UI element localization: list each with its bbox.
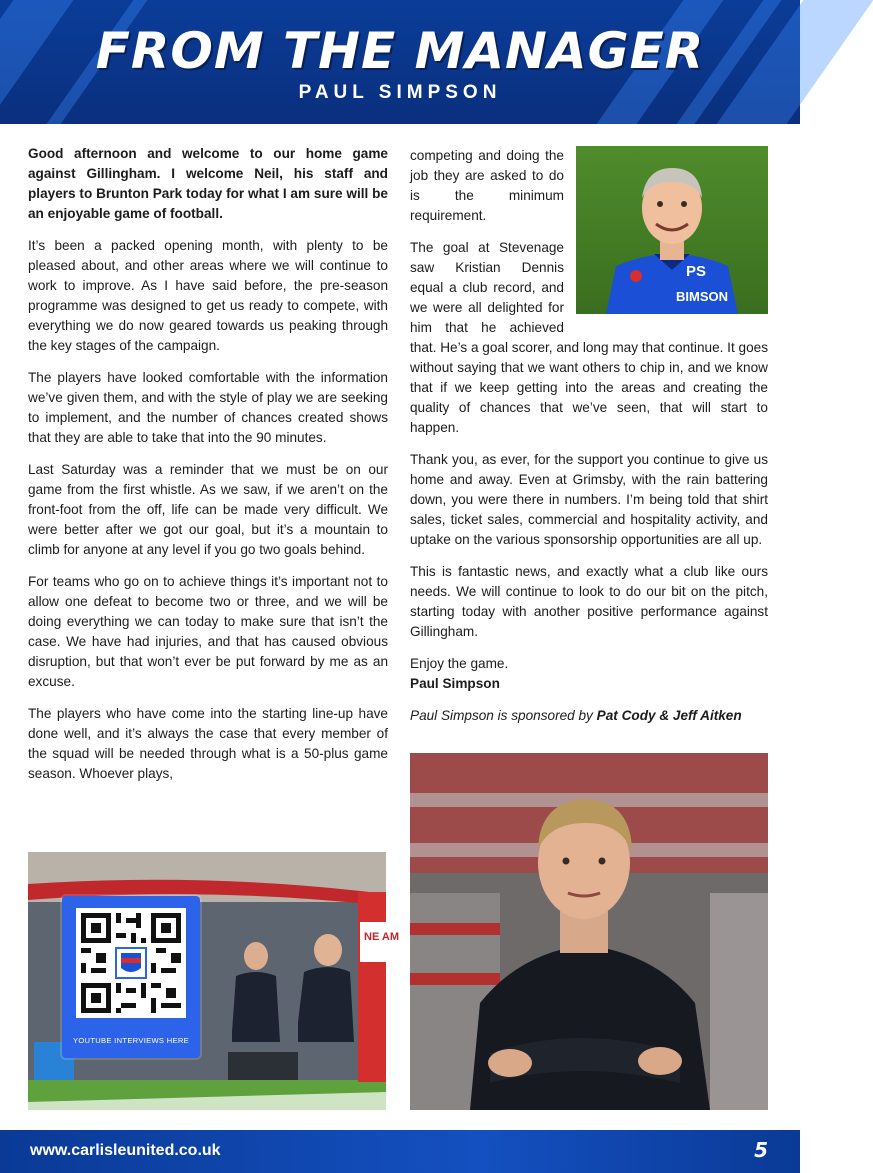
article-left-column <box>28 144 388 796</box>
sponsor-prefix: Paul Simpson is sponsored by <box>410 708 593 723</box>
article-paragraph: competing and doing the job they are asked to do is the minimum requirement. <box>410 148 564 223</box>
club-website-link[interactable]: www.carlisleunited.co.uk <box>30 1142 221 1159</box>
manager-portrait-photo <box>576 146 768 314</box>
club-crest-icon <box>630 270 642 282</box>
article-intro: Good afternoon and welcome to our home game against Gillingham. I welcome Neil, his staff and players to Brunton Park today for what I am sure will be an enjoyable game of football. <box>28 146 388 221</box>
article-paragraph: Last Saturday was a reminder that we must be on our game from the first whistle. As we saw, if we aren’t on the front-foot from the off, life can be made very difficult. We were better after we got our goal, but it’s a mountain to climb for anyone at any level if you go two goals behind. <box>28 462 388 557</box>
page-title: FROM THE MANAGER <box>95 22 705 80</box>
shirt-sponsor: BIMSON <box>676 289 728 304</box>
article-paragraph: It’s been a packed opening month, with plenty to be pleased about, and other areas where we will continue to work to improve. As I have said before, the pre-season programme was designed to get us ready to compete, with everything we do now geared towards us peaking through the key stages of the campaign. <box>28 238 388 353</box>
manager-matchday-photo <box>410 753 768 1110</box>
article-paragraph: For teams who go on to achieve things it’s important not to allow one defeat to become two or three, and we will be doing everything we can today to make sure that isn’t the case. We have had injuries, and that has caused obvious disruption, but that won’t ever be put forward by me as an excuse. <box>28 574 388 689</box>
sponsor-line <box>410 706 768 726</box>
article-paragraph: Thank you, as ever, for the support you continue to give us home and away. Even at Grimsby, with the rain battering down, you were there in numbers. I’m being told that shirt sales, ticket sales, commercial and hospitality activity, and uptake on the various sponsorship opportunities are all up. <box>410 452 768 547</box>
page-subtitle: PAUL SIMPSON <box>298 82 502 103</box>
manager-matchday-image <box>410 753 768 1110</box>
article-paragraph: The players have looked comfortable with the information we’ve given them, and with the style of play we are seeking to implement, and the number of chances created shows that they are able to take that into the 90 minutes. <box>28 370 388 445</box>
article-paragraph: This is fantastic news, and exactly what a club like ours needs. We will continue to look to do our bit on the pitch, starting today with another positive performance against Gillingham. <box>410 564 768 639</box>
pitchside-board: NE AM <box>364 931 400 943</box>
page-footer <box>0 1130 800 1173</box>
qr-card-label: YOUTUBE INTERVIEWS HERE <box>72 1036 190 1045</box>
page-header <box>0 0 800 124</box>
article-right-column <box>410 146 768 738</box>
article-signature: Paul Simpson <box>410 676 500 691</box>
article-paragraph: The players who have come into the starting line-up have done well, and it’s always the case that every member of the squad will be needed through what is a 50-plus game season. Whoever plays, <box>28 706 388 781</box>
shirt-initials: PS <box>686 263 707 280</box>
page-number: 5 <box>754 1138 768 1162</box>
manager-portrait-image <box>576 146 768 314</box>
sponsor-names: Pat Cody & Jeff Aitken <box>596 708 742 723</box>
qr-code-icon[interactable] <box>76 908 186 1018</box>
article-signoff: Enjoy the game. <box>410 656 509 671</box>
youtube-qr-card[interactable] <box>62 896 200 1058</box>
article-paragraph: The goal at Stevenage saw Kristian Dennis equal a club record, and we were all delighted for him that he achieved that. He’s a goal scorer, and long may that continue. It goes without saying that we want others to chip in, and we know that if we keep getting into the areas and creating the quality of chances that we’ve seen, that will start to happen. <box>410 240 768 435</box>
